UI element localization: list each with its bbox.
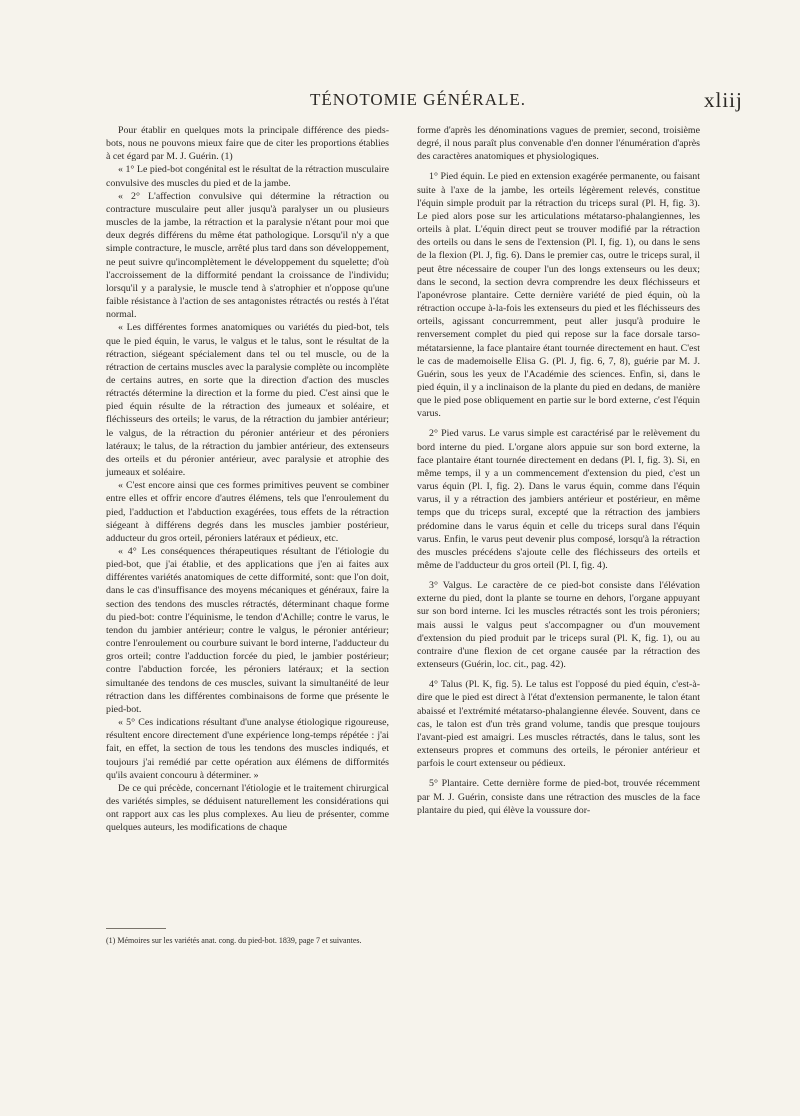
paragraph: « 5° Ces indications résultant d'une analyse étiologique rigoureuse, résultent encore directement d'une expérience long-temps répétée : j'ai fait, en effet, la section de tous les tendons des muscles indiqués, et toujours j'ai remédié par cette opération aux élémens de difformités qu'ils avaient concouru à déterminer. » [106, 717, 389, 781]
running-title: TÉNOTOMIE GÉNÉRALE. [310, 90, 527, 109]
paragraph: « C'est encore ainsi que ces formes primitives peuvent se combiner entre elles et offrir encore d'autres élémens, tels que l'enroulement du pied, l'adduction et l'abduction exagérées, tous effets de la rétraction siégeant à différens degrés dans les muscles jambier postérieur, adducteur du gros orteil, péroniers latéraux et pédieux, etc. [106, 480, 389, 544]
paragraph: « Les différentes formes anatomiques ou variétés du pied-bot, tels que le pied équin, le varus, le valgus et le talus, sont le résultat de la rétraction, siégeant spécialement dans tel ou tel muscle, ou de la rétraction de certains muscles avec la paralysie complète ou incomplète de certains autres, en sorte que la direction d'action des muscles rétractés détermine la direction et la forme du pied. C'est ainsi que le pied équin résulte de la rétraction des jumeaux et soléaire, et fléchisseurs des orteils; le varus, de la rétraction du jambier antérieur; le valgus, de la rétraction du péronier antérieur et des péroniers latéraux; le talus, de la rétraction du jambier antérieur, des extenseurs des orteils et du péronier antérieur, avec paralysie et atrophie des jumeaux et soléaire. [106, 322, 389, 479]
paragraph: 2° Pied varus. Le varus simple est caractérisé par le relèvement du bord interne du pied. L'organe alors appuie sur son bord externe, la face plantaire étant tournée directement en dedans (Pl. I, fig. 3). Si, en même temps, il y a un commencement d'extension du pied, c'est un varus équin (Pl. I, fig. 2). Dans le varus équin, comme dans l'équin varus, il y a rétraction des jambiers antérieur et postérieur, en même temps que du triceps sural, excepté que la rétraction des jambiers prédomine dans le varus équin et celle du triceps sural dans l'équin varus. Enfin, le varus peut devenir plus composé, lorsqu'à la rétraction des muscles précédens s'ajoute celle des fléchisseurs des orteils et même de l'adducteur du gros orteil (Pl. I, fig. 4). [417, 428, 700, 571]
paragraph: De ce qui précède, concernant l'étiologie et le traitement chirurgical des variétés simples, se déduisent naturellement les considérations qui ont rapport aux cas les plus complexes. Au lieu de présenter, comme quelques auteurs, les modifications de chaque [106, 782, 389, 834]
paragraph: 3° Valgus. Le caractère de ce pied-bot consiste dans l'élévation externe du pied, dont la plante se tourne en dehors, l'organe appuyant sur son bord interne. Ici les muscles rétractés sont les trois péroniers; mais aussi le valgus peut s'accompagner ou d'un mouvement d'extension du pied produit par le triceps sural (Pl. K, fig. 1), ou au contraire d'une flexion de cet organe causée par la rétraction des extenseurs (Guérin, loc. cit., pag. 42). [417, 580, 700, 671]
paragraph: 5° Plantaire. Cette dernière forme de pied-bot, trouvée récemment par M. J. Guérin, consiste dans une rétraction des muscles de la face plantaire du pied, qui élève la voussure dor- [417, 778, 700, 816]
page-header [0, 88, 800, 118]
left-column [106, 124, 389, 834]
paragraph: forme d'après les dénominations vagues de premier, second, troisième degré, il nous paraît plus convenable d'en donner l'énumération d'après des caractères anatomiques et physiologiques. [417, 125, 700, 163]
paragraph: 1° Pied équin. Le pied en extension exagérée permanente, ou faisant suite à l'axe de la jambe, les orteils légèrement relevés, constitue l'équin simple produit par la rétraction du triceps sural (Pl. H, fig. 3). Le pied alors pose sur les articulations métatarso-phalangiennes, les orteils à plat. L'équin direct peut se trouver modifié par la rétraction des orteils ou dans le sens de l'extension (Pl. I, fig. 1), ou dans le sens de la flexion (Pl. J, fig. 6). Dans le premier cas, outre le triceps sural, il peut être nécessaire de couper l'un des longs extenseurs ou les deux; dans le second, la section devra comprendre les deux fléchisseurs et l'aponévrose plantaire. Cette dernière variété de pied équin, où la rétraction occupe à-la-fois les extenseurs du pied et les fléchisseurs des orteils, agissant concurremment, peut aller jusqu'à produire le renversement complet du pied qui repose sur la face dorsale tarso-métatarsienne, la face plantaire étant tournée directement en haut. C'est le cas de mademoiselle Elisa G. (Pl. J, fig. 6, 7, 8), guérie par M. J. Guérin, sous les yeux de l'Académie des sciences. Enfin, si, dans le pied équin, il y a inclinaison de la plante du pied en dedans, de manière que le pied pose obliquement en partie sur le bord externe, c'est l'équin varus. [417, 171, 700, 420]
page-number: xliij [704, 88, 743, 112]
right-column [417, 124, 700, 817]
paragraph: Pour établir en quelques mots la principale différence des pieds-bots, nous ne pouvons mieux faire que de citer les proportions établies à cet égard par M. J. Guérin. (1) [106, 125, 389, 163]
paragraph: 4° Talus (Pl. K, fig. 5). Le talus est l'opposé du pied équin, c'est-à-dire que le pied est direct à l'état d'extension permanente, le talon étant abaissé et l'extrémité métatarso-phalangienne élevée. Souvent, dans ce cas, le talon est d'un très grand volume, tandis que presque toujours l'avant-pied est amaigri. Les muscles rétractés, dans le talus, sont les extenseurs propres et communs des orteils, le péronier antérieur et parfois le court extenseur ou pédieux. [417, 679, 700, 770]
paragraph: « 4° Les conséquences thérapeutiques résultant de l'étiologie du pied-bot, que j'ai établie, et des applications que j'en ai faites aux différentes variétés anatomiques de cette difformité, sont: que l'on doit, dans le cas d'insuffisance des moyens mécaniques et généraux, faire la section des tendons des muscles rétractés, déterminant chaque forme du pied-bot: contre l'équinisme, le tendon d'Achille; contre le varus, le tendon du jambier antérieur; contre le valgus, le péronier antérieur; contre l'enroulement ou courbure suivant le bord interne, l'adducteur du gros orteil; contre l'adduction forcée du pied, le jambier postérieur; contre l'abduction forcée, les péroniers latéraux; et la section simultanée des tendons de ces muscles, suivant la simultanéité de leur rétraction dans les différentes combinaisons de forme que présente le pied-bot. [106, 546, 389, 715]
footnote: (1) Mémoires sur les variétés anat. cong. du pied-bot. 1839, page 7 et suivantes. [106, 936, 362, 945]
paragraph: « 2° L'affection convulsive qui détermine la rétraction ou contracture musculaire peut aller jusqu'à paralyser un ou plusieurs muscles de la jambe, la rétraction et la paralysie n'étant pour moi que deux degrés différens du même état pathologique. Lorsqu'il n'y a que simple contracture, le muscle, arrêté plus tard dans son développement, ne peut suivre qu'incomplètement le développement du squelette; d'où l'accroissement de la difformité pendant la croissance de l'individu; lorsqu'il y a paralysie, le muscle tend à s'atrophier et n'oppose qu'une faible résistance à l'action de ses antagonistes rétractés ou restés à l'état normal. [106, 190, 389, 321]
footnote-rule [106, 928, 166, 929]
paragraph: « 1° Le pied-bot congénital est le résultat de la rétraction musculaire convulsive des muscles du pied et de la jambe. [106, 164, 389, 189]
